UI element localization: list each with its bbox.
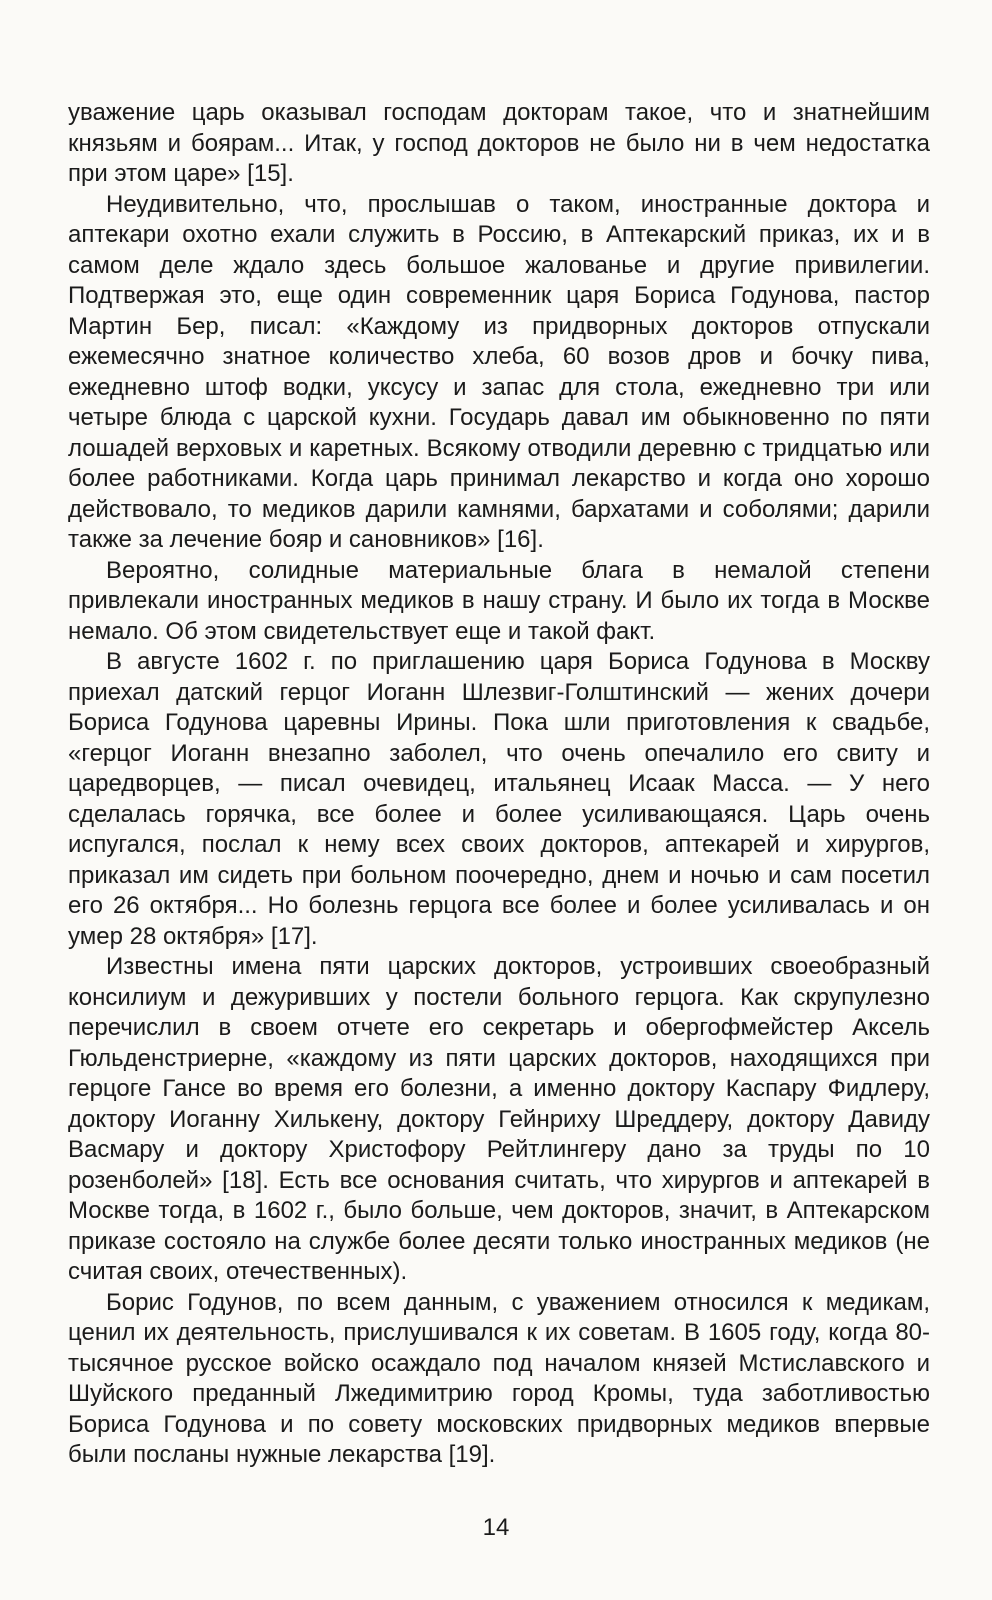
paragraph: Вероятно, солидные материальные блага в немалой степени привлекали иностранных медиков в нашу страну. И было их тогда в Москве немало. Об этом свидетельствует еще и такой факт. xyxy=(68,556,930,645)
paragraph: Известны имена пяти царских докторов, устроивших своеобразный консилиум и дежуривших у постели больного герцога. Как скрупулезно перечислил в своем отчете его секретарь и обергофмейстер Аксель Гюльденстриерне, «каждому из пяти царских докторов, находящихся при герцоге Гансе во время его болезни, а именно доктору Каспару Фидлеру, доктору Иоганну Хилькену, доктору Гейнриху Шреддеру, доктору Давиду Васмару и доктору Христофору Рейтлингеру дано за труды по 10 розенболей» [18]. Есть все основания считать, что хирургов и аптекарей в Москве тогда, в 1602 г., было больше, чем докторов, значит, в Аптекарском приказе состояло на службе более десяти только иностранных медиков (не считая своих, отечественных). xyxy=(68,953,930,1285)
paragraph: Борис Годунов, по всем данным, с уважением относился к медикам, ценил их деятельность, прислушивался к их советам. В 1605 году, когда 80-тысячное русское войско осаждало под началом князей Мстиславского и Шуйского преданный Лжедимитрию город Кромы, туда заботливостью Бориса Годунова и по совету московских придворных медиков впервые были посланы нужные лекарства [19]. xyxy=(68,1288,930,1468)
page-number: 14 xyxy=(482,1514,510,1541)
paragraph-continuation: уважение царь оказывал господам докторам такое, что и знатнейшим князьям и боярам... Итак, у господ докторов не было ни в чем недостатка при этом царе» [15]. xyxy=(68,99,930,187)
body-text xyxy=(68,98,930,1471)
paragraph: В августе 1602 г. по приглашению царя Бориса Годунова в Москву приехал датский герцог Иоганн Шлезвиг-Голштинский — жених дочери Бориса Годунова царевны Ирины. Пока шли приготовления к свадьбе, «герцог Иоганн внезапно заболел, что очень опечалило его свиту и царедворцев, — писал очевидец, итальянец Исаак Масса. — У него сделалась горячка, все более и более усиливающаяся. Царь очень испугался, послал к нему всех своих докторов, аптекарей и хирургов, приказал им сидеть при больном поочередно, днем и ночью и сам посетил его 26 октября... Но болезнь герцога все более и более усиливалась и он умер 28 октября» [17]. xyxy=(68,648,930,950)
paragraph: Неудивительно, что, прослышав о таком, иностранные доктора и аптекари охотно ехали служить в Россию, в Аптекарский приказ, их и в самом деле ждало здесь большое жалованье и другие привилегии. Подтвержая это, еще один современник царя Бориса Годунова, пастор Мартин Бер, писал: «Каждому из придворных докторов отпускали ежемесячно знатное количество хлеба, 60 возов дров и бочку пива, ежедневно штоф водки, уксусу и запас для стола, ежедневно три или четыре блюда с царской кухни. Государь давал им обыкновенно по пяти лошадей верховых и каретных. Всякому отводили деревню с тридцатью или более работниками. Когда царь принимал лекарство и когда оно хорошо действовало, то медиков дарили камнями, бархатами и соболями; дарили также за лечение бояр и сановников» [16]. xyxy=(68,190,930,553)
